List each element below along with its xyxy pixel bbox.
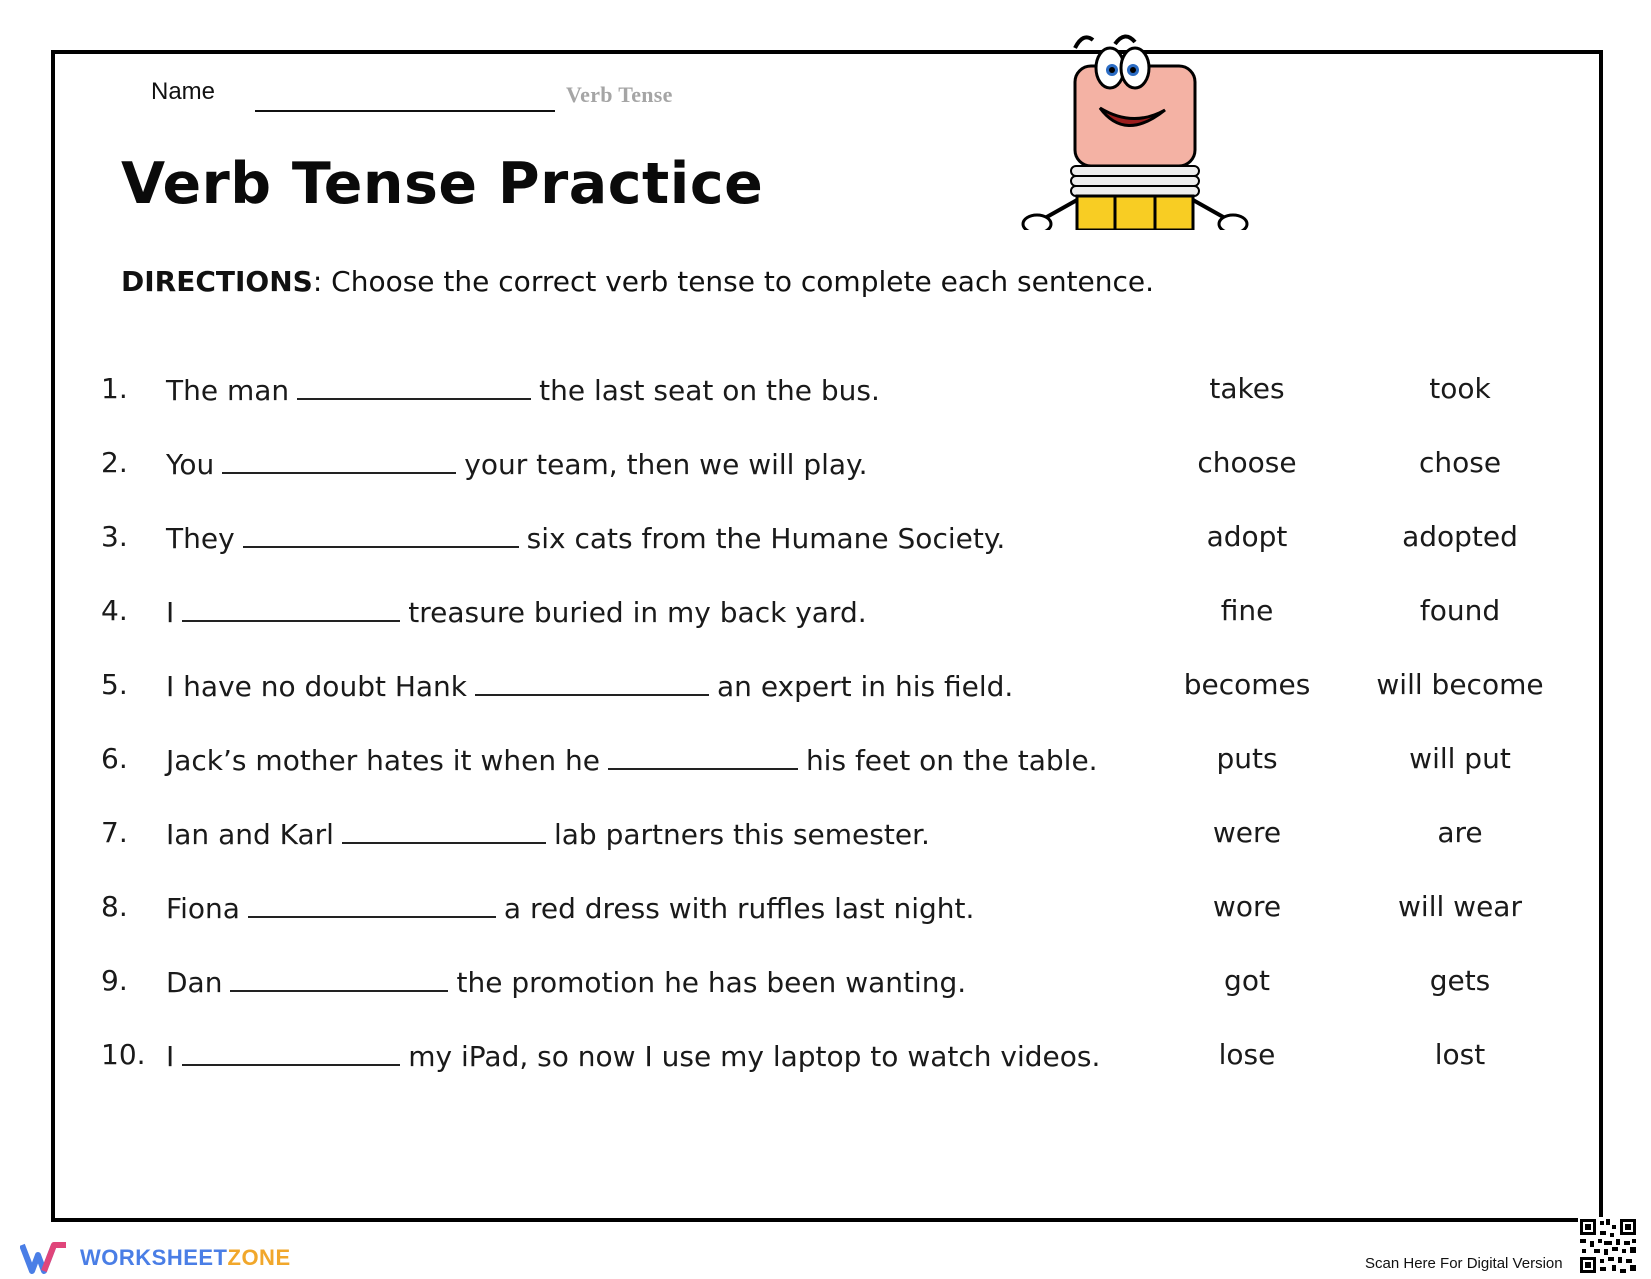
answer-blank[interactable] xyxy=(182,1038,400,1066)
answer-blank[interactable] xyxy=(297,372,531,400)
option-a[interactable]: puts xyxy=(1216,742,1278,775)
option-a[interactable]: were xyxy=(1212,816,1282,849)
question-row xyxy=(0,372,1651,412)
option-a[interactable]: becomes xyxy=(1183,668,1311,701)
worksheetzone-logo[interactable] xyxy=(20,1241,291,1275)
question-number: 1. xyxy=(101,372,128,405)
pencil-eraser-mascot-icon xyxy=(1015,30,1265,230)
question-sentence: I treasure buried in my back yard. xyxy=(166,596,867,629)
option-b[interactable]: adopted xyxy=(1402,520,1518,553)
answer-blank[interactable] xyxy=(342,816,546,844)
option-b[interactable]: found xyxy=(1419,594,1501,627)
qr-code-icon[interactable] xyxy=(1578,1217,1638,1275)
question-number: 5. xyxy=(101,668,128,701)
question-sentence: I have no doubt Hank an expert in his field. xyxy=(166,670,1014,703)
question-sentence: I my iPad, so now I use my laptop to watch videos. xyxy=(166,1040,1101,1073)
option-b[interactable]: will put xyxy=(1409,742,1511,775)
question-row xyxy=(0,594,1651,634)
option-a[interactable]: lose xyxy=(1218,1038,1276,1071)
answer-blank[interactable] xyxy=(248,890,496,918)
question-number: 8. xyxy=(101,890,128,923)
question-number: 3. xyxy=(101,520,128,553)
answer-blank[interactable] xyxy=(608,742,798,770)
answer-blank[interactable] xyxy=(222,446,456,474)
option-b[interactable]: lost xyxy=(1434,1038,1486,1071)
page-title: Verb Tense Practice xyxy=(121,151,764,217)
option-a[interactable]: takes xyxy=(1209,372,1285,405)
answer-blank[interactable] xyxy=(475,668,709,696)
question-row xyxy=(0,520,1651,560)
option-b[interactable]: will wear xyxy=(1398,890,1522,923)
option-a[interactable]: choose xyxy=(1197,446,1297,479)
question-sentence: Ian and Karl lab partners this semester. xyxy=(166,818,930,851)
question-row xyxy=(0,742,1651,782)
name-field[interactable] xyxy=(255,110,555,112)
w-logo-icon xyxy=(20,1241,72,1275)
question-sentence: Jack’s mother hates it when he his feet on the table. xyxy=(166,744,1098,777)
directions xyxy=(121,265,1154,298)
name-label: Name xyxy=(151,78,216,105)
answer-blank[interactable] xyxy=(243,520,519,548)
option-a[interactable]: fine xyxy=(1220,594,1274,627)
question-row xyxy=(0,1038,1651,1078)
option-b[interactable]: gets xyxy=(1429,964,1491,997)
option-b[interactable]: will become xyxy=(1376,668,1544,701)
option-a[interactable]: wore xyxy=(1212,890,1282,923)
brand-name: WORKSHEETZONE xyxy=(80,1245,291,1270)
option-a[interactable]: got xyxy=(1224,964,1270,997)
option-b[interactable]: took xyxy=(1429,372,1491,405)
question-sentence: You your team, then we will play. xyxy=(166,448,868,481)
answer-blank[interactable] xyxy=(230,964,448,992)
option-a[interactable]: adopt xyxy=(1206,520,1288,553)
option-b[interactable]: are xyxy=(1437,816,1483,849)
question-number: 7. xyxy=(101,816,128,849)
scan-caption: Scan Here For Digital Version xyxy=(1365,1255,1563,1272)
question-row xyxy=(0,890,1651,930)
answer-blank[interactable] xyxy=(182,594,400,622)
question-number: 6. xyxy=(101,742,128,775)
question-row xyxy=(0,964,1651,1004)
directions-label: DIRECTIONS xyxy=(121,265,313,298)
question-sentence: They six cats from the Humane Society. xyxy=(166,522,1006,555)
question-number: 10. xyxy=(101,1038,146,1071)
topic-label: Verb Tense xyxy=(566,82,673,107)
question-row xyxy=(0,668,1651,708)
question-row xyxy=(0,446,1651,486)
question-sentence: The man the last seat on the bus. xyxy=(166,374,880,407)
question-row xyxy=(0,816,1651,856)
question-sentence: Fiona a red dress with ruffles last night. xyxy=(166,892,975,925)
question-number: 2. xyxy=(101,446,128,479)
question-number: 4. xyxy=(101,594,128,627)
directions-text: : Choose the correct verb tense to complete each sentence. xyxy=(312,265,1155,298)
question-sentence: Dan the promotion he has been wanting. xyxy=(166,966,967,999)
question-number: 9. xyxy=(101,964,128,997)
option-b[interactable]: chose xyxy=(1418,446,1502,479)
